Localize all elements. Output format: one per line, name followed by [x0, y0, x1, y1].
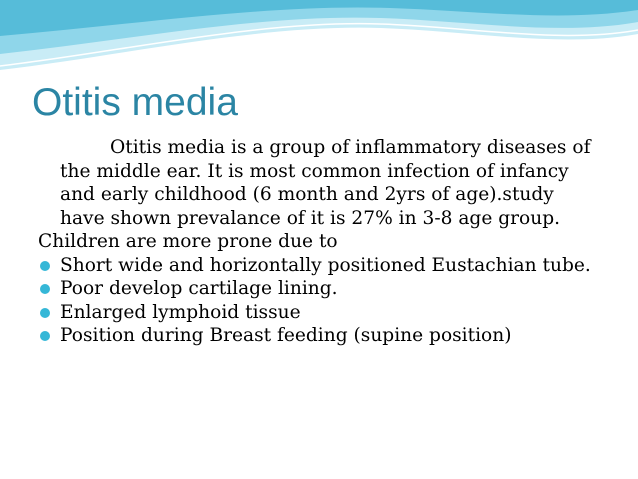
- bullet-text: Short wide and horizontally positioned Eustachian tube.: [60, 254, 591, 276]
- list-item: [38, 301, 598, 325]
- bullet-icon: [40, 284, 50, 294]
- bullet-list: [38, 254, 598, 348]
- header-wave-decoration: [0, 0, 638, 80]
- slide-title: Otitis media: [32, 81, 238, 124]
- intro-paragraph: Otitis media is a group of inflammatory diseases of the middle ear. It is most common infection of infancy and early childhood (6 month and 2yrs of age).study have shown prevalance of it is 27% in 3-8 age group.: [60, 137, 591, 229]
- list-item: [38, 277, 598, 301]
- bullet-text: Position during Breast feeding (supine position): [60, 325, 512, 346]
- bullet-icon: [40, 261, 50, 271]
- bullet-icon: [40, 308, 50, 318]
- list-item: [38, 324, 598, 348]
- bullet-icon: [40, 331, 50, 341]
- lead-text: Children are more prone due to: [38, 231, 338, 252]
- slide-body: [38, 136, 598, 348]
- bullet-text: Poor develop cartilage lining.: [60, 278, 338, 299]
- bullet-text: Enlarged lymphoid tissue: [60, 301, 301, 323]
- list-item: [38, 254, 598, 278]
